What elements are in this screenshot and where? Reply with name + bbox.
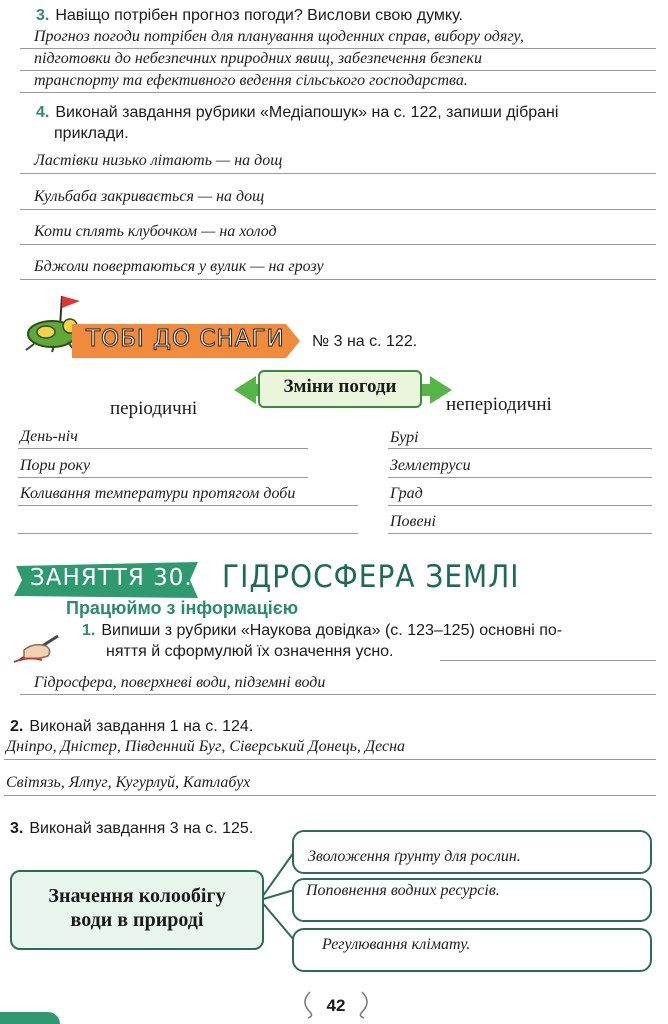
page-number: 42	[326, 996, 346, 1015]
center-line: води в природі	[70, 909, 204, 931]
task-number: 3.	[10, 820, 24, 837]
lesson-task-2-question	[10, 716, 253, 737]
task-number: 3.	[36, 7, 50, 24]
answer-line: Ластівки низько літають — на дощ	[34, 152, 283, 169]
water-cycle-item: Регулювання клімату.	[322, 936, 471, 953]
lesson-task-3-question	[10, 818, 253, 839]
question-text: приклади.	[54, 125, 129, 142]
lesson-task-1-question	[82, 620, 656, 662]
nonperiodic-item: Землетруси	[390, 457, 471, 474]
answer-line: підготовки до небезпечних природних явищ, забезпечення безпеки	[34, 50, 482, 67]
answer-line: Кульбаба закривається — на дощ	[34, 188, 265, 205]
answer-line: Прогноз погоди потрібен для планування щоденних справ, вибору одягу,	[34, 28, 524, 45]
periodic-item: День-ніч	[20, 428, 78, 445]
answer-line: Коти сплять клубочком — на холод	[34, 223, 277, 240]
snowflake-banner-label: ТОБІ ДО СНАГИ	[86, 326, 285, 352]
answer-line: Дніпро, Дністер, Південний Буг, Сіверський Донець, Десна	[6, 738, 406, 755]
corner-decoration	[0, 1012, 60, 1024]
task-3-question	[36, 5, 656, 26]
answer-line: Світязь, Ялпуг, Кугурлуй, Катлабух	[6, 774, 251, 791]
question-text: няття й сформулюй їх означення усно.	[106, 643, 394, 660]
periodic-heading: періодичні	[110, 398, 198, 419]
center-line: Значення колообігу	[48, 885, 226, 907]
writing-hand-icon	[12, 630, 72, 664]
question-text: Виконай завдання 1 на с. 124.	[29, 718, 254, 735]
task-number: 1.	[82, 622, 96, 639]
question-text: Навіщо потрібен прогноз погоди? Вислови свою думку.	[55, 7, 463, 24]
periodic-item: Коливання температури протягом доби	[20, 485, 296, 502]
nonperiodic-item: Бурі	[390, 429, 419, 446]
nonperiodic-item: Повені	[390, 513, 436, 530]
water-cycle-center-label	[12, 884, 262, 932]
weather-center-label: Зміни погоди	[283, 376, 397, 397]
answer-line: транспорту та ефективного ведення сільського господарства.	[34, 72, 468, 89]
question-text: Випиши з рубрики «Наукова довідка» (с. 123–125) основні по-	[101, 622, 563, 639]
nonperiodic-heading: неперіодичні	[446, 394, 552, 415]
question-text: Виконай завдання рубрики «Медіапошук» на с. 122, запиши дібрані	[55, 104, 559, 121]
task-number: 4.	[36, 104, 50, 121]
periodic-item: Пори року	[20, 457, 91, 474]
question-text: Виконай завдання 3 на с. 125.	[29, 820, 254, 837]
nonperiodic-item: Град	[390, 485, 423, 502]
answer-line: Гідросфера, поверхневі води, підземні води	[34, 674, 326, 691]
task-4-question	[36, 102, 660, 144]
section-heading: Працюймо з інформацією	[66, 598, 299, 618]
lesson-title: ГІДРОСФЕРА ЗЕМЛІ	[222, 558, 520, 595]
lesson-badge-label: ЗАНЯТТЯ 30.	[30, 565, 193, 591]
water-cycle-item: Зволоження ґрунту для рослин.	[308, 848, 521, 865]
answer-line: Бджоли повертаються у вулик — на грозу	[34, 258, 324, 275]
task-number: 2.	[10, 718, 24, 735]
snowflake-reference: № 3 на с. 122.	[312, 333, 418, 350]
water-cycle-item: Поповнення водних ресурсів.	[306, 882, 500, 899]
